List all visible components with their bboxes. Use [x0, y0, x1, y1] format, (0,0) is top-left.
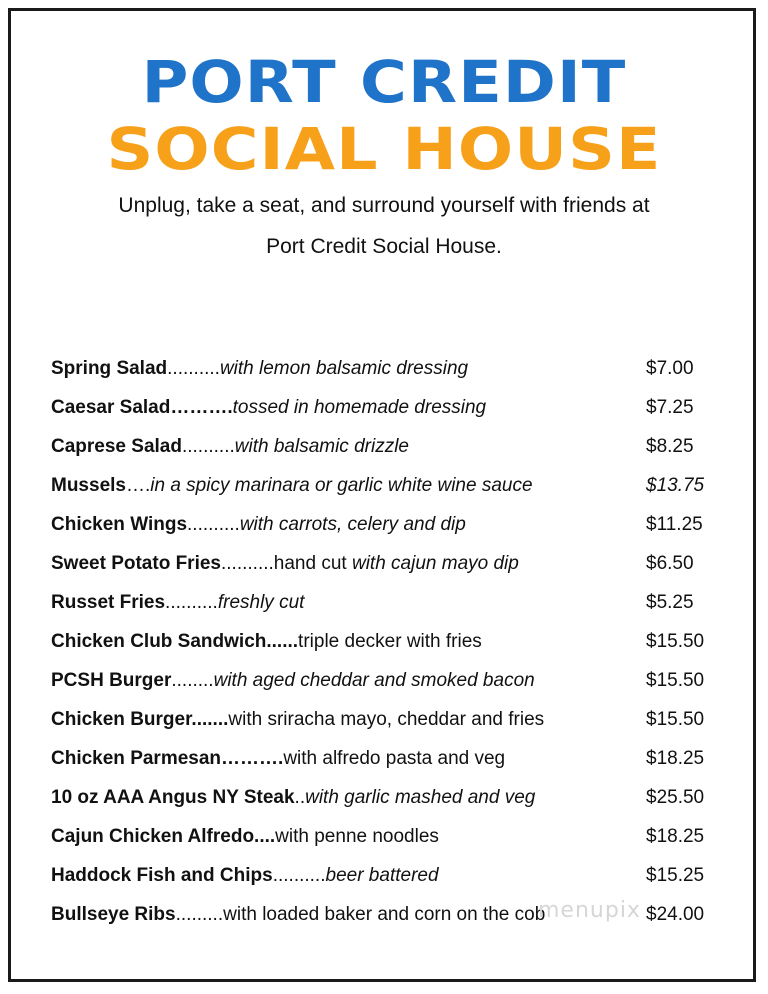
menu-item-leader: .......... — [221, 553, 274, 574]
menu-item-name: Mussels — [51, 475, 126, 496]
menu-item — [51, 354, 721, 393]
menu-item-leader: .......... — [187, 514, 240, 535]
menu-item-description-italic: with balsamic drizzle — [234, 436, 409, 457]
menu-item-price: $7.00 — [646, 358, 694, 379]
menu-item-name: Haddock Fish and Chips — [51, 865, 273, 886]
menu-item-leader: .......... — [165, 592, 218, 613]
menu-item-leader: .......... — [272, 865, 326, 886]
menu-item-description-italic: with garlic mashed and veg — [305, 787, 536, 808]
menu-item-price: $8.25 — [646, 436, 694, 457]
menu-item-description-italic: with aged cheddar and smoked bacon — [213, 670, 535, 691]
menu-item-name: 10 oz AAA Angus NY Steak — [51, 787, 295, 808]
menu-item — [51, 432, 721, 471]
menu-item-description: with alfredo pasta and veg — [283, 748, 506, 769]
menu-item-description-italic: with lemon balsamic dressing — [219, 358, 469, 379]
menu-item-price: $15.50 — [646, 631, 705, 652]
menu-item-description: triple decker with fries — [298, 631, 482, 652]
menu-item — [51, 510, 721, 549]
menu-item — [51, 705, 721, 744]
menu-item-description-italic: beer battered — [325, 865, 439, 886]
menu-item-description: with penne noodles — [275, 826, 439, 847]
menu-item-leader: ......... — [175, 904, 224, 925]
watermark-logo: menupix — [538, 898, 641, 923]
menu-item-price: $18.25 — [646, 748, 705, 769]
menu-item-description-italic: tossed in homemade dressing — [232, 397, 487, 418]
menu-item-price: $11.25 — [646, 514, 703, 535]
menu-item-price: $15.25 — [646, 865, 705, 886]
menu-item — [51, 549, 721, 588]
menu-item — [51, 861, 721, 900]
menu-item-name: Cajun Chicken Alfredo.... — [51, 826, 276, 847]
tagline-line2: Port Credit Social House. — [266, 235, 502, 258]
menu-item-name: Bullseye Ribs — [51, 904, 176, 925]
menu-item-price: $15.50 — [646, 709, 705, 730]
menu-item-description-italic: freshly cut — [217, 592, 305, 613]
menu-item-name: PCSH Burger — [51, 670, 172, 691]
menu-item-name: Spring Salad — [51, 358, 168, 379]
menu-item — [51, 666, 721, 705]
menu-item-name: Chicken Burger....... — [51, 709, 229, 730]
menu-item-leader: ........ — [171, 670, 214, 691]
tagline-line1: Unplug, take a seat, and surround yourself with friends at — [118, 194, 650, 217]
restaurant-title-line2: SOCIAL HOUSE — [106, 115, 662, 183]
menu-item-price: $13.75 — [646, 475, 705, 496]
menu-item-name: Chicken Wings — [51, 514, 188, 535]
menu-item-price: $18.25 — [646, 826, 705, 847]
menu-item-description: hand cut — [273, 553, 352, 574]
menu-item-description: with loaded baker and corn on the cob — [223, 904, 546, 925]
menu-item-price: $7.25 — [646, 397, 694, 418]
menu-item — [51, 393, 721, 432]
menu-item-name: Caesar Salad………. — [51, 397, 233, 418]
menu-item-description: with sriracha mayo, cheddar and fries — [228, 709, 545, 730]
menu-item-price: $5.25 — [646, 592, 694, 613]
menu-item-description-italic: with cajun mayo dip — [351, 553, 519, 574]
menu-item-leader: …. — [125, 475, 151, 496]
menu-item — [51, 783, 721, 822]
menu-item-description-italic: with carrots, celery and dip — [239, 514, 466, 535]
menu-item-description-italic: in a spicy marinara or garlic white wine sauce — [150, 475, 533, 496]
menu-item — [51, 588, 721, 627]
menu-item — [51, 471, 721, 510]
menu-item-name: Caprese Salad — [51, 436, 182, 457]
menu-item-price: $15.50 — [646, 670, 705, 691]
menu-item — [51, 744, 721, 783]
restaurant-title-line1: PORT CREDIT — [141, 48, 627, 116]
menu-item-price: $24.00 — [646, 904, 705, 925]
menu-item-leader: .. — [294, 787, 306, 808]
menu-item-price: $6.50 — [646, 553, 694, 574]
menu-item-name: Russet Fries — [51, 592, 166, 613]
menu-item-leader: .......... — [167, 358, 220, 379]
menu-item-name: Sweet Potato Fries — [51, 553, 221, 574]
menu-item-leader: .......... — [181, 436, 235, 457]
menu-item-name: Chicken Parmesan………. — [51, 748, 284, 769]
menu-item-price: $25.50 — [646, 787, 705, 808]
menu-item-name: Chicken Club Sandwich...... — [51, 631, 299, 652]
menu-list — [51, 354, 721, 939]
menu-item — [51, 822, 721, 861]
menu-item — [51, 627, 721, 666]
